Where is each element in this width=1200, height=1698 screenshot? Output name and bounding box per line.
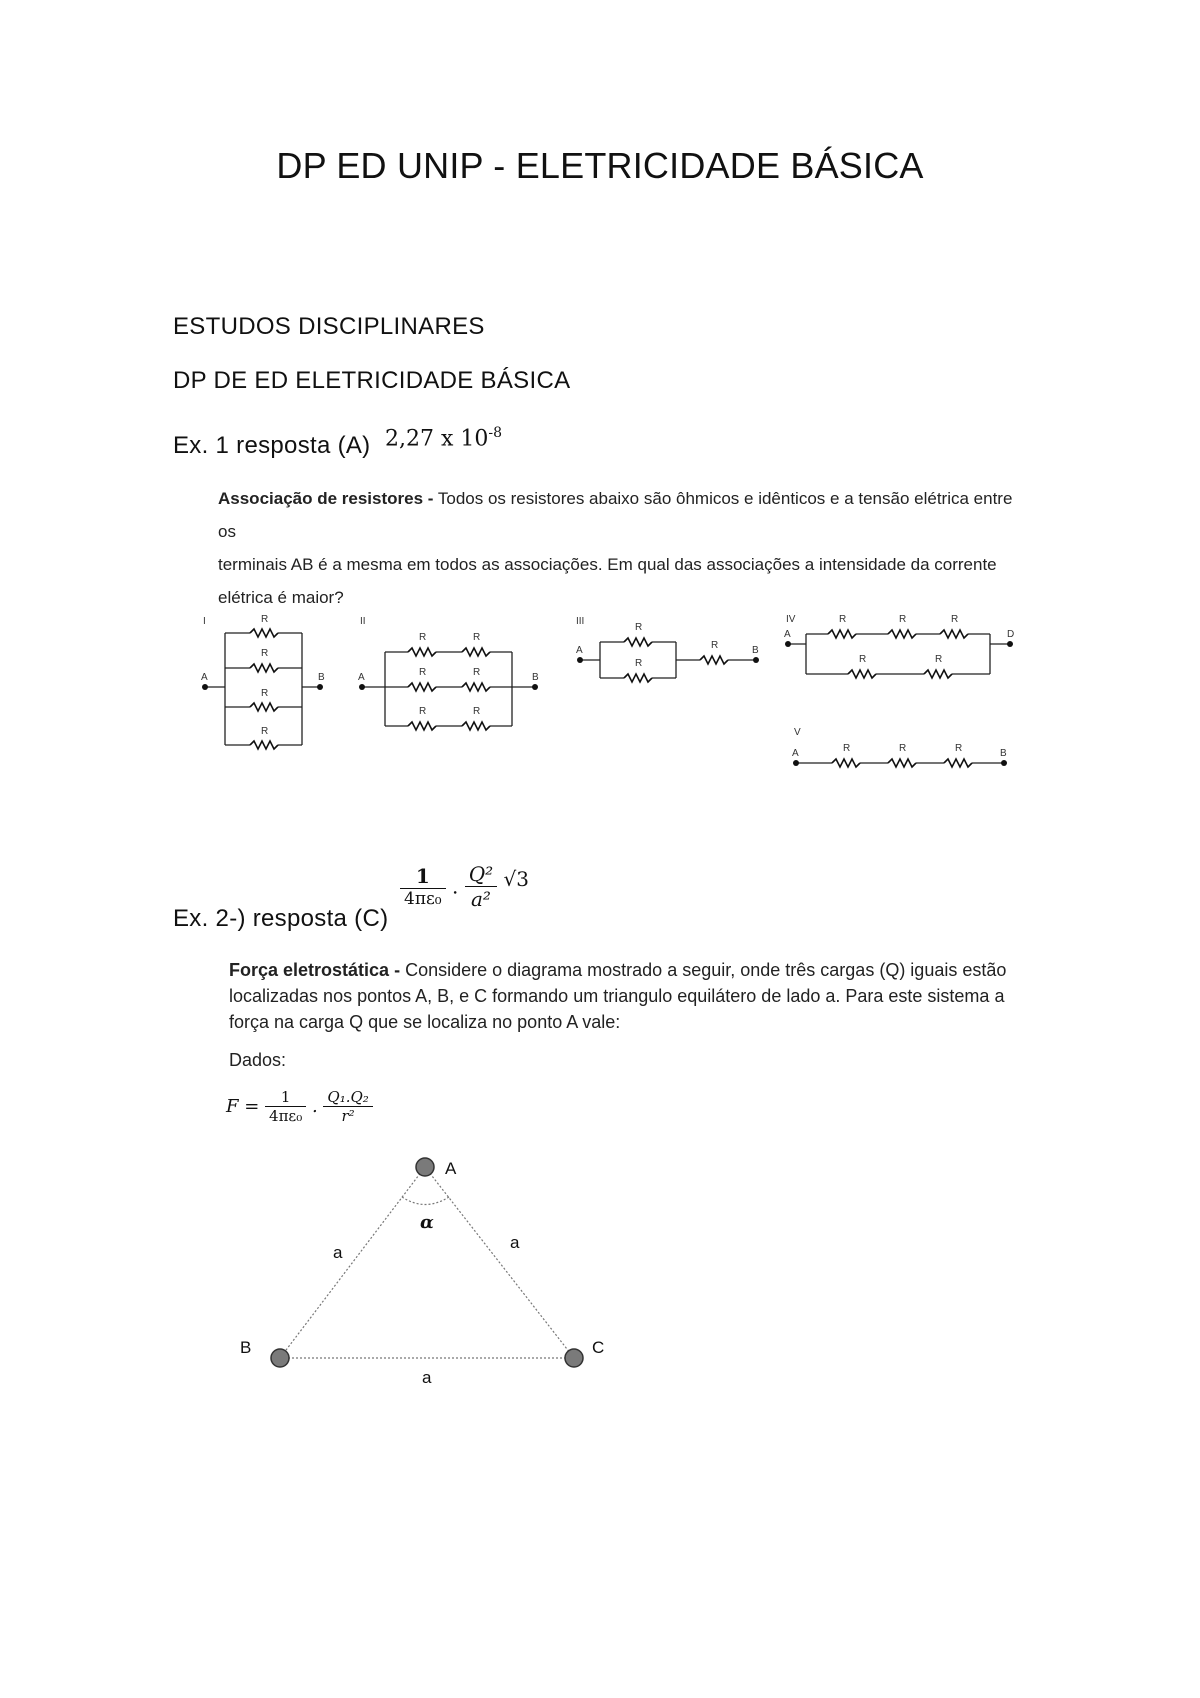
side-label-ac: a: [510, 1233, 520, 1252]
resistor-label-19: R: [843, 743, 851, 754]
resistor-label-17: R: [859, 654, 867, 665]
formula-lhs: F =: [226, 1096, 260, 1117]
ex2-answer-denominator: 4πε₀: [404, 889, 442, 909]
ex2-answer-root: √3: [503, 866, 529, 891]
ex2-answer-numerator: 1: [400, 864, 446, 889]
formula-charges: Q₁.Q₂: [323, 1088, 372, 1107]
charge-a: [416, 1158, 434, 1176]
ex1-answer: [385, 425, 502, 451]
circuit-label-iii: III: [576, 616, 585, 627]
ex2-answer-a: a²: [470, 887, 491, 911]
ex2-question: [229, 957, 1009, 1035]
terminal-a-iii: A: [576, 645, 583, 656]
ex2-question-title: Força eletrostática -: [229, 960, 401, 980]
ex2-label: Ex. 2-) resposta (C): [173, 905, 389, 932]
terminal-a-iv: A: [784, 629, 791, 640]
ex1-question-line3: elétrica é maior?: [218, 588, 344, 607]
ex2-answer: $\frac{1}{\text{4πε₀}}$ . $\frac{\text{Q²}}{\text{a²}}$ √3: [400, 862, 529, 911]
resistor-label-3: R: [261, 688, 269, 699]
resistor-label-5: R: [419, 632, 427, 643]
circuit-label-iv: IV: [786, 614, 796, 625]
resistor-label-6: R: [473, 632, 481, 643]
charge-c: [565, 1349, 583, 1367]
terminal-b-i: B: [318, 672, 325, 683]
ex1-question-line2: terminais AB é a mesma em todos as associações. Em qual das associações a intensidade da corrente: [218, 555, 997, 574]
angle-alpha: α: [420, 1212, 434, 1233]
resistor-label-16: R: [951, 614, 959, 625]
ex1-question-line1: Todos os resistores abaixo são ôhmicos e idênticos e a tensão elétrica entre os: [218, 489, 1013, 541]
label-a: A: [445, 1159, 457, 1178]
resistor-label-8: R: [473, 667, 481, 678]
ex2-question-line1: Considere o diagrama mostrado a seguir, onde três cargas (Q) iguais estão: [400, 960, 1007, 980]
document-title: DP ED UNIP - ELETRICIDADE BÁSICA: [276, 145, 924, 186]
ex1-label: Ex. 1 resposta (A): [173, 432, 371, 459]
ex2-question-line3: força na carga Q que se localiza no ponto A vale:: [229, 1012, 621, 1032]
formula-denominator: 4πε₀: [269, 1107, 303, 1125]
side-label-bc: a: [422, 1368, 432, 1387]
charge-b: [271, 1349, 289, 1367]
resistor-label-20: R: [899, 743, 907, 754]
charge-triangle-diagram: [0, 1140, 1200, 1400]
resistor-label-10: R: [473, 706, 481, 717]
circuit-label-ii: II: [360, 616, 366, 627]
terminal-d-iv: D: [1007, 629, 1015, 640]
ex1-answer-base: 2,27 x 10: [385, 426, 489, 452]
section-heading-dp: DP DE ED ELETRICIDADE BÁSICA: [173, 367, 571, 394]
ex1-question: [218, 482, 1018, 614]
label-c: C: [592, 1338, 605, 1357]
circuit-label-v: V: [794, 727, 801, 738]
ex2-question-line2: localizadas nos pontos A, B, e C formando um triangulo equilátero de lado a. Para este sistema a: [229, 986, 1005, 1006]
ex1-question-title: Associação de resistores -: [218, 489, 434, 508]
section-heading-estudos: ESTUDOS DISCIPLINARES: [173, 313, 485, 340]
resistor-label-21: R: [955, 743, 963, 754]
resistor-label-11: R: [635, 622, 643, 633]
side-label-ab: a: [333, 1243, 343, 1262]
resistor-label-12: R: [635, 658, 643, 669]
ex1-answer-exponent: -8: [488, 425, 503, 441]
ex2-answer-q: Q²: [465, 862, 497, 887]
coulomb-formula: F = $\frac{1}{\text{4πε₀}}$ . $\frac{\text{Q₁.Q₂}}{\text{r²}}$: [226, 1088, 373, 1125]
terminal-a-v: A: [792, 748, 799, 759]
resistor-label-9: R: [419, 706, 427, 717]
formula-distance: r²: [341, 1107, 355, 1125]
resistor-label-4: R: [261, 726, 269, 737]
resistor-label-2: R: [261, 648, 269, 659]
circuit-label-i: I: [203, 616, 206, 627]
resistor-label-15: R: [899, 614, 907, 625]
resistor-label-14: R: [839, 614, 847, 625]
resistor-circuits-diagram: [0, 600, 1200, 790]
terminal-b-v: B: [1000, 748, 1007, 759]
terminal-a-i: A: [201, 672, 208, 683]
resistor-label-7: R: [419, 667, 427, 678]
formula-numerator: 1: [265, 1088, 306, 1107]
terminal-a-ii: A: [358, 672, 365, 683]
terminal-b-iii: B: [752, 645, 759, 656]
label-b: B: [240, 1338, 252, 1357]
resistor-label-18: R: [935, 654, 943, 665]
ex2-dados: Dados:: [229, 1050, 287, 1070]
resistor-label-13: R: [711, 640, 719, 651]
resistor-label-1: R: [261, 614, 269, 625]
terminal-b-ii: B: [532, 672, 539, 683]
